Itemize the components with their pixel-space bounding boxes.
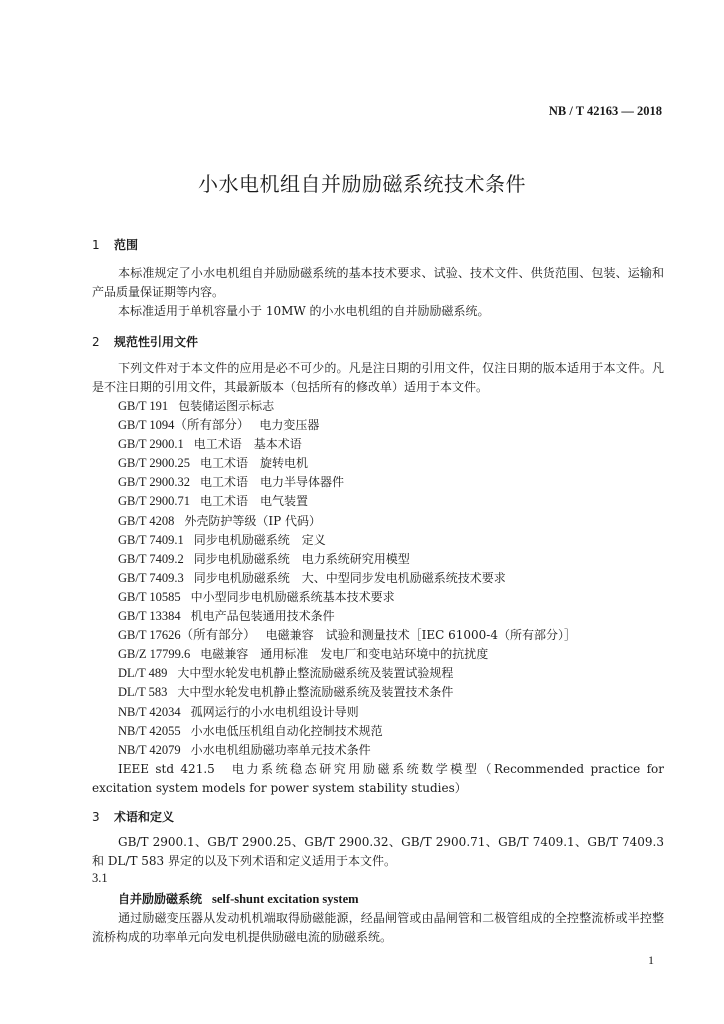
reference-title: 同步电机励磁系统 电力系统研究用模型 (193, 551, 410, 566)
reference-code: GB/T 7409.3 (118, 570, 184, 585)
paragraph-text: 下列文件对于本文件的应用是必不可少的。凡是注日期的引用文件，仅注日期的版本适用于本文件。凡是不注日期的引用文件，其最新版本（包括所有的修改单）适用于本文件。 (92, 361, 664, 394)
reference-title: 外壳防护等级（IP 代码） (184, 513, 322, 528)
section-title: 术语和定义 (114, 810, 175, 824)
reference-code: GB/T 2900.32 (118, 475, 190, 490)
page-number: 1 (648, 953, 654, 967)
reference-code: GB/T 1094（所有部分） (118, 418, 250, 433)
section-title: 规范性引用文件 (114, 335, 199, 349)
terms-intro (92, 833, 664, 871)
reference-item (118, 531, 576, 550)
reference-item (118, 722, 576, 741)
reference-code: GB/T 7409.2 (118, 551, 184, 566)
reference-item (118, 569, 576, 588)
paragraph-text: GB/T 2900.1、GB/T 2900.25、GB/T 2900.32、GB/T 2900.71、GB/T 7409.1、GB/T 7409.3 和 DL/T 583 界定的以及下列术语和定义适用于本文件。 (92, 835, 664, 868)
section-number: 1 (92, 238, 100, 252)
reference-title: 电磁兼容 通用标准 发电厂和变电站环境中的抗扰度 (200, 647, 489, 662)
reference-item (118, 435, 576, 454)
reference-code: DL/T 583 (118, 685, 168, 700)
reference-title: 大中型水轮发电机静止整流励磁系统及装置试验规程 (177, 666, 454, 681)
reference-code: NB/T 42079 (118, 742, 181, 757)
reference-title: 小水电低压机组自动化控制技术规范 (190, 723, 383, 738)
reference-code: GB/T 10585 (118, 589, 181, 604)
reference-title: 孤网运行的小水电机组设计导则 (190, 704, 359, 719)
term-name (118, 890, 359, 907)
reference-item (118, 683, 576, 702)
reference-code: GB/T 17626（所有部分） (118, 628, 256, 643)
paragraph-text: 本标准规定了小水电机组自并励励磁系统的基本技术要求、试验、技术文件、供货范围、包装、运输和产品质量保证期等内容。 (92, 266, 664, 299)
reference-code: GB/T 2900.71 (118, 494, 190, 509)
reference-code: NB/T 42055 (118, 723, 181, 738)
references-intro (92, 359, 664, 397)
reference-code: GB/T 2900.25 (118, 456, 190, 471)
reference-title: 机电产品包装通用技术条件 (190, 609, 335, 624)
reference-item (118, 607, 576, 626)
reference-title: 电工术语 基本术语 (193, 437, 302, 452)
reference-item (118, 588, 576, 607)
reference-item (118, 512, 576, 531)
term-definition (92, 909, 664, 947)
reference-item (118, 703, 576, 722)
reference-item (118, 664, 576, 683)
section-2-heading (92, 333, 198, 350)
section-1-heading (92, 236, 138, 253)
reference-title: 电磁兼容 试验和测量技术［IEC 61000-4（所有部分）］ (265, 628, 576, 643)
section-number: 2 (92, 335, 100, 349)
reference-title: 中小型同步电机励磁系统基本技术要求 (190, 589, 395, 604)
scope-paragraph-1 (92, 264, 664, 302)
paragraph-text: 通过励磁变压器从发动机机端取得励磁能源，经晶闸管或由晶闸管和二极管组成的全控整流桥或半控整流桥构成的功率单元向发电机提供励磁电流的励磁系统。 (92, 911, 664, 944)
reference-title: 电工术语 旋转电机 (200, 456, 309, 471)
reference-title: 电工术语 电气装置 (200, 494, 309, 509)
reference-title: 包装储运图示标志 (178, 399, 275, 413)
reference-code: GB/Z 17799.6 (118, 647, 191, 662)
reference-title: 电力变压器 (259, 418, 320, 433)
reference-item (118, 645, 576, 664)
section-3-heading (92, 808, 174, 825)
reference-code: GB/T 7409.1 (118, 532, 184, 547)
document-title: 小水电机组自并励励磁系统技术条件 (198, 172, 526, 196)
reference-code: GB/T 13384 (118, 609, 181, 624)
reference-code: DL/T 489 (118, 666, 168, 681)
reference-item (118, 741, 576, 760)
section-number: 3 (92, 810, 100, 824)
reference-code: GB/T 191 (118, 399, 169, 413)
reference-item (118, 473, 576, 492)
term-name-en: self-shunt excitation system (212, 892, 359, 906)
reference-item (118, 492, 576, 511)
reference-title: 电工术语 电力半导体器件 (200, 475, 345, 490)
term-number: 3.1 (92, 871, 108, 885)
ieee-reference (92, 760, 664, 798)
reference-list (118, 397, 576, 760)
paragraph-text: 本标准适用于单机容量小于 10MW 的小水电机组的自并励励磁系统。 (118, 304, 490, 318)
reference-title: 小水电机组励磁功率单元技术条件 (190, 742, 371, 757)
reference-code: GB/T 2900.1 (118, 437, 184, 452)
reference-title: 同步电机励磁系统 大、中型同步发电机励磁系统技术要求 (193, 570, 506, 585)
reference-item (118, 416, 576, 435)
ieee-reference-text: IEEE std 421.5 电力系统稳态研究用励磁系统数学模型（Recommended practice for excitation system models for power system stability studies） (92, 762, 664, 795)
reference-title: 大中型水轮发电机静止整流励磁系统及装置技术条件 (177, 685, 454, 700)
reference-item (118, 550, 576, 569)
reference-item (118, 626, 576, 645)
term-name-cn: 自并励励磁系统 (118, 892, 203, 906)
section-title: 范围 (114, 238, 139, 252)
reference-title: 同步电机励磁系统 定义 (193, 532, 326, 547)
standard-code: NB / T 42163 — 2018 (548, 104, 662, 118)
reference-code: GB/T 4208 (118, 513, 175, 528)
reference-code: NB/T 42034 (118, 704, 181, 719)
scope-paragraph-2 (92, 302, 664, 321)
reference-item (118, 454, 576, 473)
reference-item (118, 397, 576, 416)
